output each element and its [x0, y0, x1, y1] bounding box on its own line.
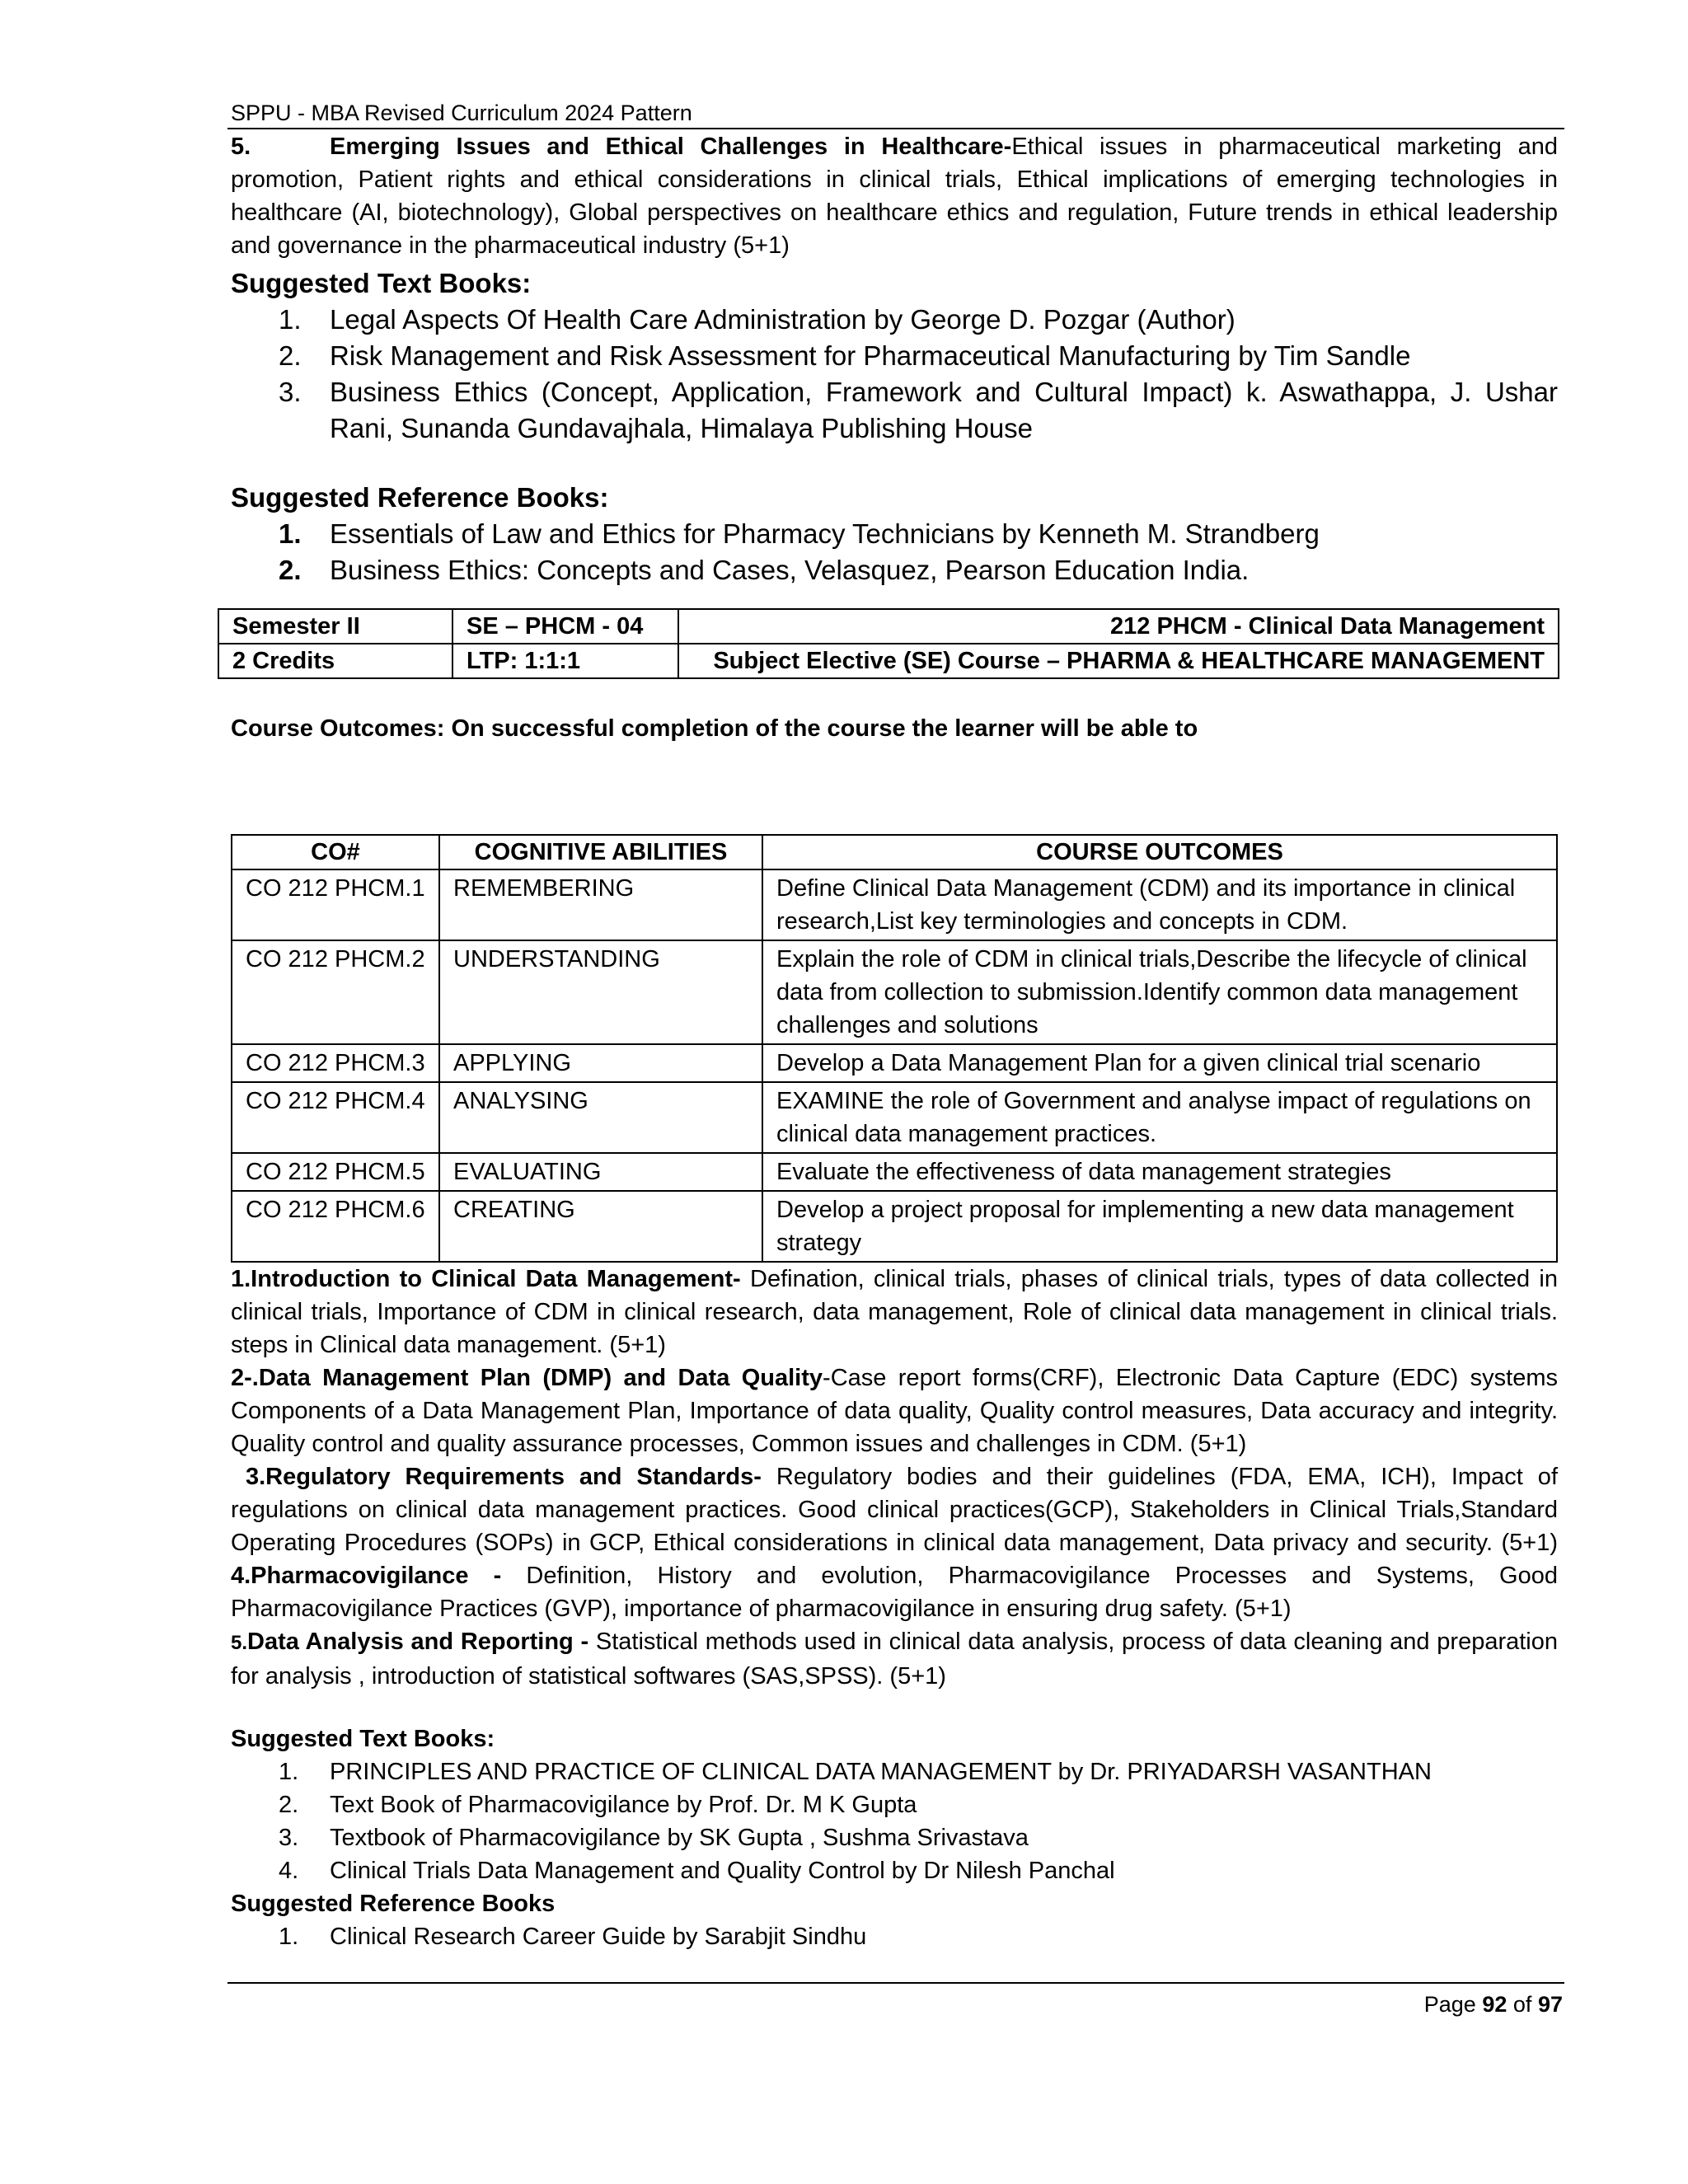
page-label: Page	[1423, 1992, 1476, 2017]
col-header-ability: COGNITIVE ABILITIES	[439, 835, 762, 869]
table-row	[232, 1191, 1557, 1262]
ability-cell: CREATING	[439, 1191, 762, 1262]
unit-1-text: Defination, clinical trials, phases of clinical trials, types of data collected in clinical trials, Importance of CDM in clinical research, data management, Role of clinical data management in clinical trials. steps in Clinical data management. (5+1)	[231, 1266, 1559, 1358]
co-id-cell: CO 212 PHCM.6	[232, 1191, 439, 1262]
unit-3-text: Regulatory bodies and their guidelines (FDA, EMA, ICH), Impact of regulations on clinical data management practices. Good clinical practices(GCP), Stakeholders in Clinical Trials,Standard Operating Procedures (SOPs) in GCP, Ethical considerations in clinical data management, Data privacy and security. (5+1)	[231, 1464, 1558, 1556]
semester-cell: Semester II	[218, 609, 452, 644]
table-row	[232, 940, 1557, 1044]
ability-cell: REMEMBERING	[439, 869, 762, 940]
footer-rule	[227, 1982, 1564, 1984]
suggested-text-books-heading-2: Suggested Text Books:	[231, 1726, 495, 1752]
list-item: 2. Business Ethics: Concepts and Cases, Velasquez, Pearson Education India.	[279, 555, 1250, 585]
unit-4-text: Definition, History and evolution, Pharmacovigilance Processes and Systems, Good Pharmacovigilance Practices (GVP), importance of pharmacovigilance in ensuring drug safety. (5+1)	[231, 1563, 1558, 1622]
ability-cell: EVALUATING	[439, 1153, 762, 1191]
table-header-row	[232, 835, 1557, 869]
reference-books-list-2	[231, 1920, 1558, 1953]
list-item: 1. Clinical Research Career Guide by Sarabjit Sindhu	[279, 1924, 867, 1950]
unit-5-text: Statistical methods used in clinical data analysis, process of data cleaning and preparation for analysis , introduction of statistical softwares (SAS,SPSS). (5+1)	[231, 1629, 1558, 1690]
list-item: 3. Textbook of Pharmacovigilance by SK Gupta , Sushma Srivastava	[279, 1825, 1029, 1851]
page-number-footer	[1424, 1990, 1563, 2018]
co-id-cell: CO 212 PHCM.1	[232, 869, 439, 940]
co-id-cell: CO 212 PHCM.2	[232, 940, 439, 1044]
course-type-cell: Subject Elective (SE) Course – PHARMA & HEALTHCARE MANAGEMENT	[678, 644, 1559, 678]
unit-5-number: 5.	[231, 1632, 248, 1654]
course-title-cell: 212 PHCM - Clinical Data Management	[678, 609, 1559, 644]
course-info-table	[218, 608, 1559, 679]
unit-4-title: 4.Pharmacovigilance -	[231, 1563, 502, 1589]
ability-cell: UNDERSTANDING	[439, 940, 762, 1044]
col-header-co: CO#	[232, 835, 439, 869]
unit-3-title: 3.Regulatory Requirements and Standards-	[245, 1464, 762, 1490]
page-number: 92	[1482, 1992, 1507, 2017]
of-label: of	[1512, 1992, 1532, 2017]
unit-5-ethics-paragraph	[231, 130, 1558, 262]
unit-1-title: 1.Introduction to Clinical Data Management-	[231, 1266, 741, 1292]
unit-2-paragraph	[231, 1361, 1558, 1460]
course-outcomes-table	[231, 834, 1558, 1263]
outcome-cell: Define Clinical Data Management (CDM) and its importance in clinical research,List key terminologies and concepts in CDM.	[762, 869, 1557, 940]
text-books-list-2	[231, 1755, 1558, 1887]
table-row	[218, 644, 1559, 678]
course-code-cell: SE – PHCM - 04	[452, 609, 678, 644]
table-row	[232, 1044, 1557, 1082]
table-row	[232, 1082, 1557, 1153]
text-books-list	[231, 302, 1558, 447]
reference-books-list	[231, 516, 1558, 588]
unit-2-text: -Case report forms(CRF), Electronic Data Capture (EDC) systems Components of a Data Management Plan, Importance of data quality, Quality control measures, Data accuracy and integrity. Quality control and quality assurance processes, Common issues and challenges in CDM. (5+1)	[231, 1365, 1558, 1457]
list-item: 2. Text Book of Pharmacovigilance by Prof. Dr. M K Gupta	[279, 1792, 917, 1818]
unit-1-paragraph	[231, 1263, 1558, 1361]
suggested-text-books-heading: Suggested Text Books:	[231, 268, 532, 298]
list-item: 1. PRINCIPLES AND PRACTICE OF CLINICAL DATA MANAGEMENT by Dr. PRIYADARSH VASANTHAN	[279, 1759, 1432, 1785]
table-row	[218, 609, 1559, 644]
table-row	[232, 869, 1557, 940]
list-item: 2. Risk Management and Risk Assessment for Pharmaceutical Manufacturing by Tim Sandle	[279, 340, 1411, 371]
ability-cell: APPLYING	[439, 1044, 762, 1082]
page-content	[231, 130, 1558, 1953]
table-row	[232, 1153, 1557, 1191]
co-id-cell: CO 212 PHCM.5	[232, 1153, 439, 1191]
outcome-cell: EXAMINE the role of Government and analyse impact of regulations on clinical data management practices.	[762, 1082, 1557, 1153]
unit-5-paragraph	[231, 1625, 1558, 1693]
unit-2-title: 2-.Data Management Plan (DMP) and Data Quality	[231, 1365, 823, 1391]
list-item: 3. Business Ethics (Concept, Application, Framework and Cultural Impact) k. Aswathappa, J. Ushar Rani, Sunanda Gundavajhala, Himalaya Publishing House	[279, 377, 1558, 443]
col-header-outcome: COURSE OUTCOMES	[762, 835, 1557, 869]
ltp-cell: LTP: 1:1:1	[452, 644, 678, 678]
outcome-cell: Evaluate the effectiveness of data management strategies	[762, 1153, 1557, 1191]
unit-title: Emerging Issues and Ethical Challenges in Healthcare-	[330, 134, 1012, 160]
unit-number: 5.	[231, 134, 251, 160]
suggested-reference-books-heading-2: Suggested Reference Books	[231, 1891, 556, 1917]
list-item: 4. Clinical Trials Data Management and Quality Control by Dr Nilesh Panchal	[279, 1858, 1115, 1884]
suggested-reference-books-heading: Suggested Reference Books:	[231, 482, 609, 513]
ability-cell: ANALYSING	[439, 1082, 762, 1153]
course-outcomes-label: Course Outcomes: On successful completion of the course the learner will be able to	[231, 715, 1198, 742]
outcome-cell: Develop a project proposal for implementing a new data management strategy	[762, 1191, 1557, 1262]
header-rule	[227, 128, 1564, 129]
outcome-cell: Develop a Data Management Plan for a given clinical trial scenario	[762, 1044, 1557, 1082]
list-item: 1. Legal Aspects Of Health Care Administration by George D. Pozgar (Author)	[279, 304, 1236, 335]
unit-text: Ethical issues in pharmaceutical marketing and promotion, Patient rights and ethical considerations in clinical trials, Ethical implications of emerging technologies in healthcare (AI, biotechnology), Global perspectives on healthcare ethics and regulation, Future trends in ethical leadership and governance in the pharmaceutical industry (5+1)	[231, 134, 1558, 259]
co-id-cell: CO 212 PHCM.4	[232, 1082, 439, 1153]
running-header: SPPU - MBA Revised Curriculum 2024 Pattern	[231, 101, 692, 125]
outcome-cell: Explain the role of CDM in clinical trials,Describe the lifecycle of clinical data from collection to submission.Identify common data management challenges and solutions	[762, 940, 1557, 1044]
total-pages: 97	[1537, 1992, 1563, 2017]
credits-cell: 2 Credits	[218, 644, 452, 678]
co-id-cell: CO 212 PHCM.3	[232, 1044, 439, 1082]
unit-3-4-paragraph	[231, 1460, 1558, 1625]
list-item: 1. Essentials of Law and Ethics for Pharmacy Technicians by Kenneth M. Strandberg	[279, 518, 1320, 549]
unit-5-title: Data Analysis and Reporting -	[247, 1629, 589, 1655]
